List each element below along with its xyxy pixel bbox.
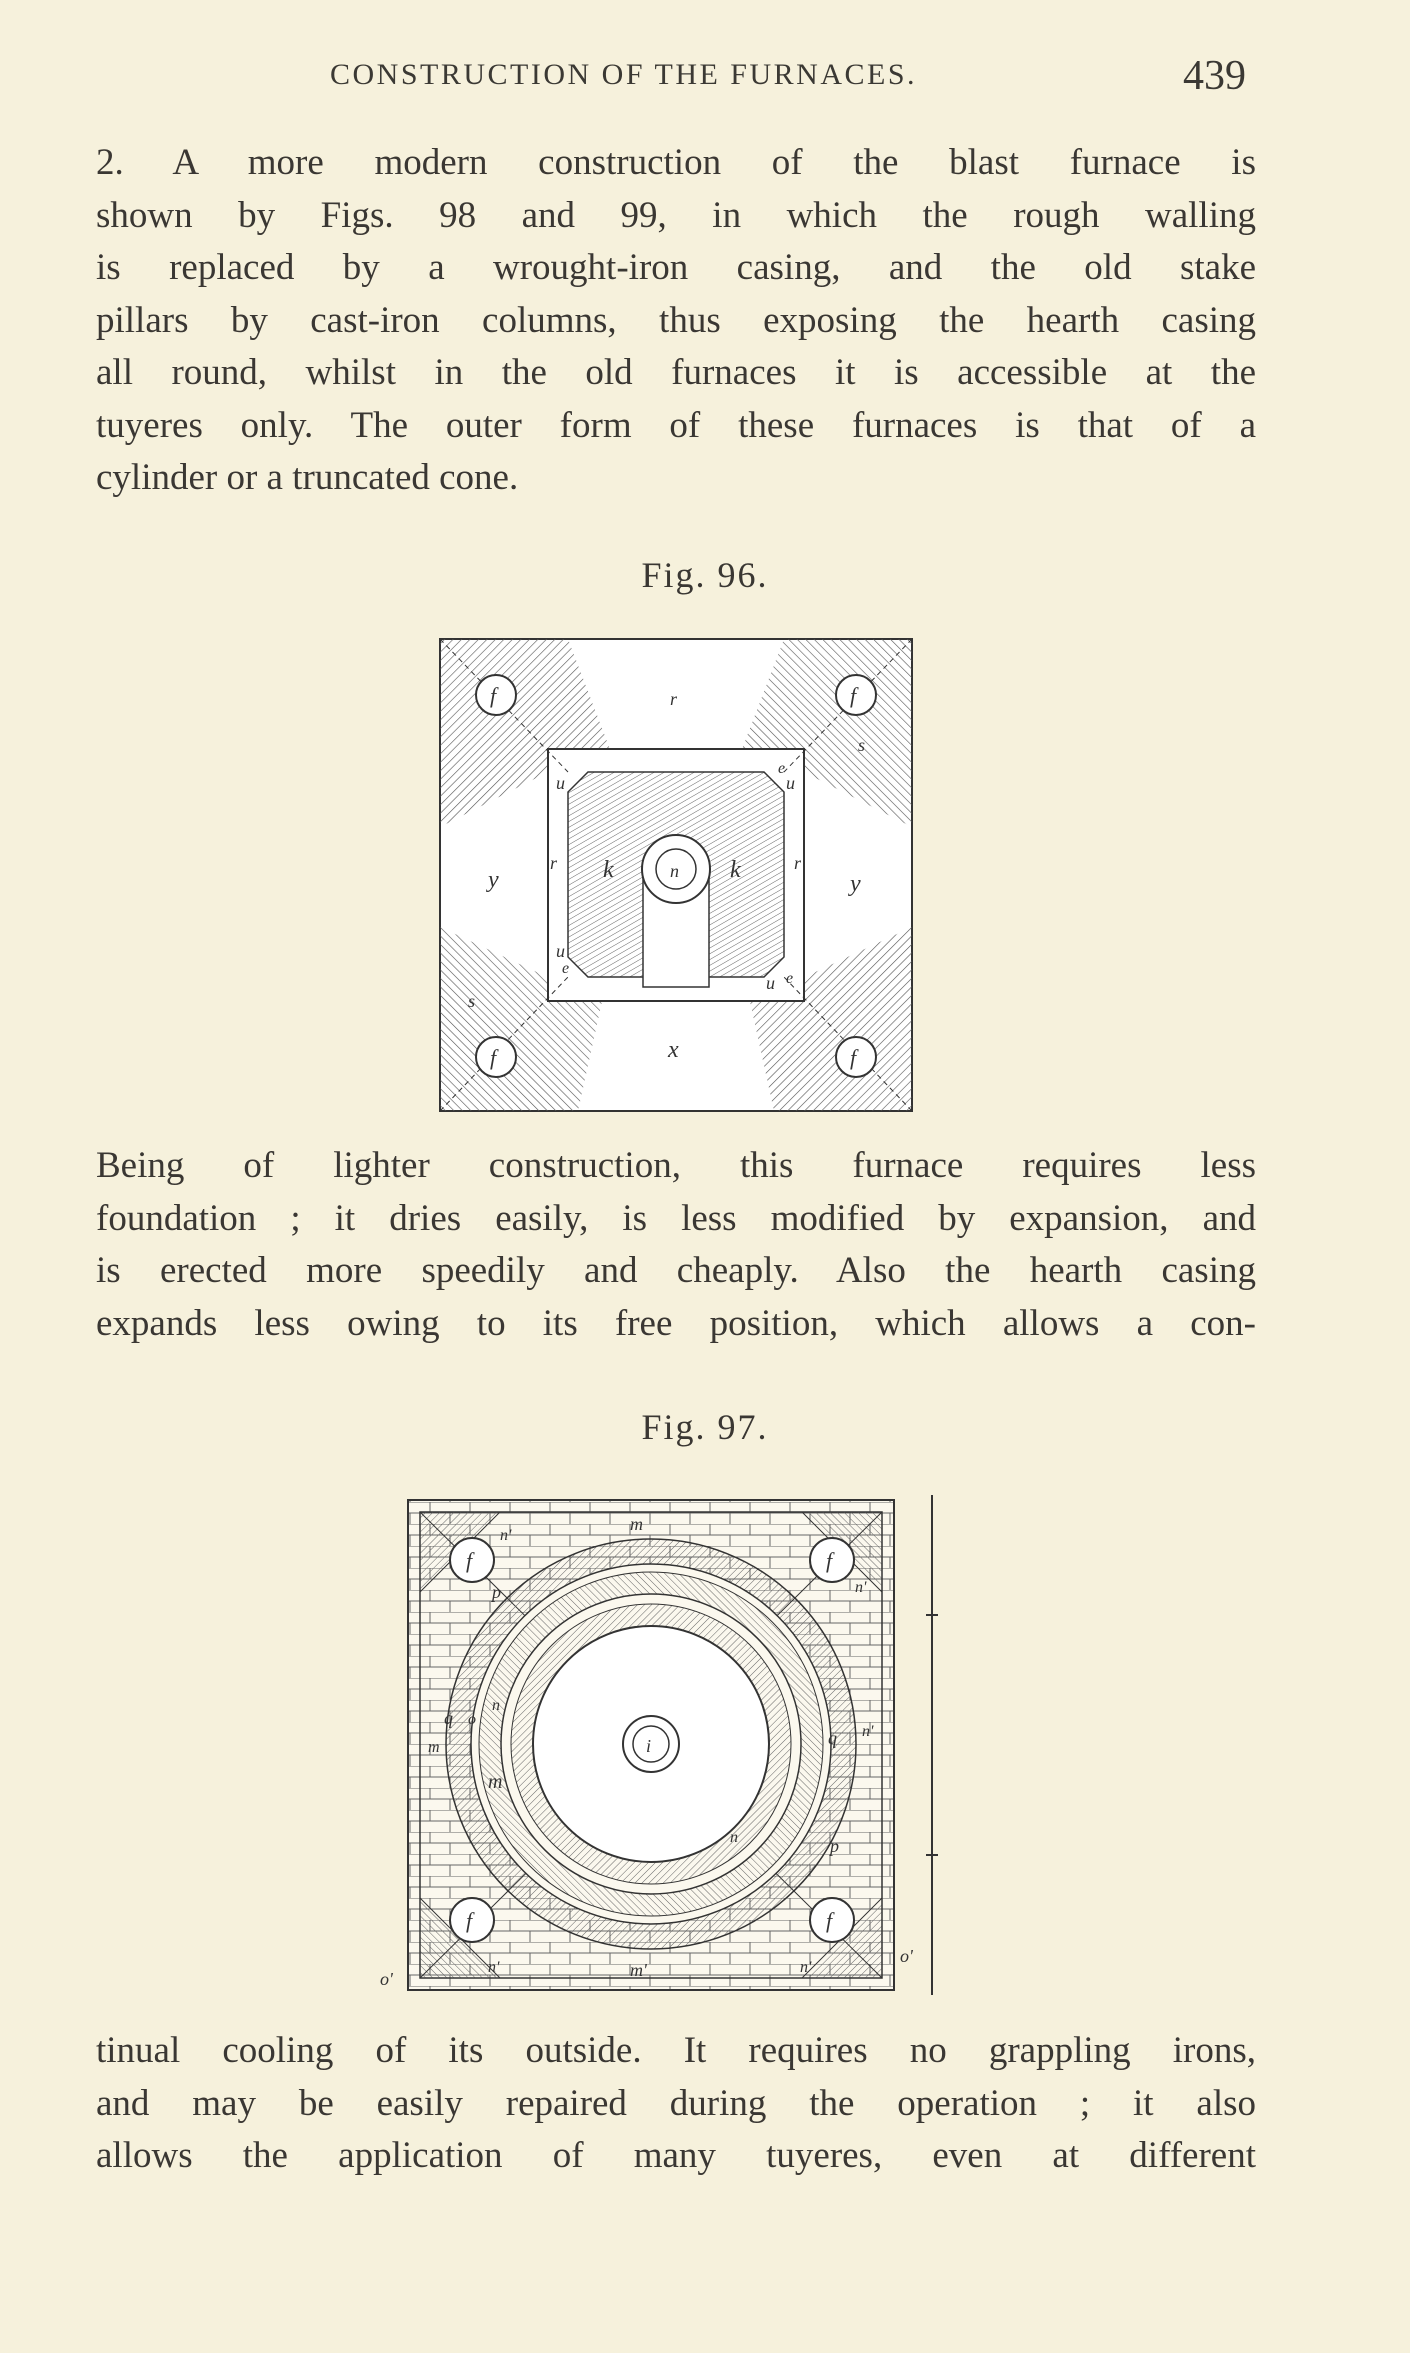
running-head-title: CONSTRUCTION OF THE FURNACES. [330, 58, 918, 91]
paragraph-line: foundation ; it dries easily, is less modified by expansion, and [96, 1197, 1256, 1239]
label-n: n [670, 861, 679, 881]
label-n-prime: n' [800, 1959, 812, 1976]
label-u: u [766, 973, 775, 993]
label-y: y [488, 867, 499, 893]
label-o-prime: o' [380, 1969, 393, 1989]
label-u: u [556, 773, 565, 793]
label-k: k [603, 857, 614, 883]
label-x: x [668, 1037, 679, 1063]
label-f: f [826, 1548, 833, 1573]
label-n-prime: n' [488, 1959, 500, 1976]
paragraph-line: pillars by cast-iron columns, thus exposing the hearth casing [96, 299, 1256, 341]
label-u: u [556, 941, 565, 961]
page-number: 439 [1183, 53, 1246, 99]
label-y: y [850, 871, 861, 897]
label-f: f [466, 1548, 473, 1573]
paragraph-line: shown by Figs. 98 and 99, in which the rough walling [96, 194, 1256, 236]
figure-96-caption: Fig. 96. [641, 555, 769, 595]
paragraph-line: allows the application of many tuyeres, even at different [96, 2135, 1256, 2176]
label-o: o [468, 1711, 476, 1728]
label-u: u [786, 773, 795, 793]
paragraph-1 [96, 137, 1256, 505]
label-s: s [468, 991, 476, 1011]
label-q: q [444, 1708, 453, 1728]
label-r: r [670, 689, 678, 709]
label-n-prime: n' [855, 1579, 867, 1596]
paragraph-line: expands less owing to its free position, which allows a con- [96, 1302, 1256, 1344]
label-n: n [730, 1829, 738, 1846]
paragraph-line: tinual cooling of its outside. It requires no grappling irons, [96, 2030, 1256, 2071]
label-m: m [488, 1771, 503, 1793]
label-e: e [786, 970, 794, 987]
figure-97-caption: Fig. 97. [641, 1407, 769, 1447]
label-q: q [828, 1728, 837, 1748]
label-o-prime: o' [900, 1946, 913, 1966]
paragraph-3 [96, 2025, 1256, 2183]
paragraph-line: tuyeres only. The outer form of these furnaces is that of a [96, 404, 1256, 446]
label-r: r [794, 853, 802, 873]
label-f: f [490, 683, 497, 708]
paragraph-2 [96, 1140, 1256, 1350]
label-s: s [858, 735, 866, 755]
label-e: e [778, 760, 786, 777]
label-m: m [630, 1514, 643, 1534]
paragraph-line: is erected more speedily and cheaply. Also the hearth casing [96, 1250, 1256, 1291]
label-e: e [562, 960, 570, 977]
label-f: f [850, 1045, 857, 1070]
label-n: n [492, 1697, 500, 1714]
label-f: f [850, 683, 857, 708]
figure-96-furnace-plan [438, 637, 914, 1113]
label-r: r [550, 853, 558, 873]
paragraph-line: Being of lighter construction, this furnace requires less [96, 1145, 1256, 1186]
label-n-prime: n' [500, 1527, 512, 1544]
paragraph-line: and may be easily repaired during the operation ; it also [96, 2082, 1256, 2124]
label-i: i [646, 1736, 652, 1756]
paragraph-line: all round, whilst in the old furnaces it is accessible at the [96, 352, 1256, 393]
label-p: p [492, 1582, 501, 1602]
label-k: k [730, 857, 741, 883]
figure-97-furnace-plan [380, 1480, 960, 2000]
paragraph-line: 2. A more modern construction of the blast furnace is [96, 142, 1256, 183]
label-f: f [826, 1908, 833, 1933]
label-p: p [830, 1836, 839, 1856]
label-f: f [466, 1908, 473, 1933]
label-n-prime: n' [862, 1723, 874, 1740]
paragraph-line: is replaced by a wrought-iron casing, and the old stake [96, 247, 1256, 288]
label-m: m [428, 1739, 440, 1756]
paragraph-line: cylinder or a truncated cone. [96, 457, 519, 498]
label-m-prime: m' [630, 1960, 647, 1980]
label-f: f [490, 1045, 497, 1070]
